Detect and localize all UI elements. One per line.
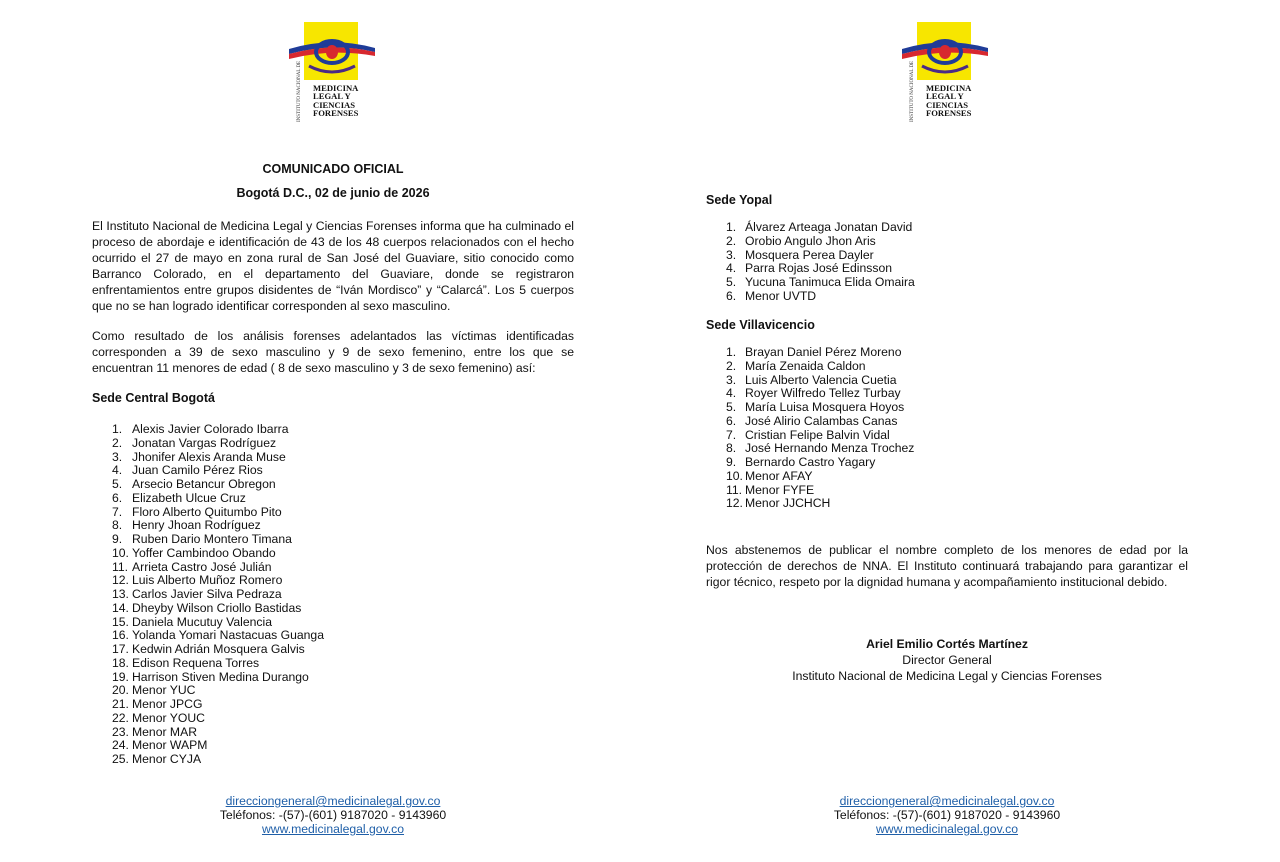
list-item-number: 6. — [112, 490, 123, 505]
list-item-name: Arsecio Betancur Obregon — [132, 477, 276, 491]
list-item-name: Menor FYFE — [745, 482, 815, 497]
phone-numbers: Teléfonos: -(57)-(601) 9187020 - 9143960 — [219, 808, 447, 822]
list-item — [112, 464, 324, 478]
list-item-number: 14. — [112, 600, 129, 615]
logo-vertical-text: INSTITUTO NACIONAL DE — [297, 60, 302, 122]
list-item-number: 8. — [726, 441, 737, 456]
list-item-name: Luis Alberto Valencia Cuetia — [745, 372, 897, 387]
logo-line: CIENCIAS — [926, 99, 969, 110]
list-item-name: Ruben Dario Montero Timana — [132, 532, 292, 546]
list-item — [112, 478, 324, 492]
list-item — [112, 561, 324, 575]
logo-line: LEGAL Y — [926, 91, 964, 102]
list-item-name: Menor YUC — [132, 683, 196, 698]
list-item-name: Brayan Daniel Pérez Moreno — [745, 345, 902, 359]
list-item-number: 4. — [112, 463, 123, 478]
logo-line: FORENSES — [926, 108, 972, 119]
list-item-number: 11. — [112, 559, 129, 574]
list-item — [726, 249, 915, 263]
list-item-name: Arrieta Castro José Julián — [132, 559, 272, 574]
logo-line: LEGAL Y — [313, 91, 351, 102]
list-item — [112, 547, 324, 561]
list-item-number: 12. — [112, 573, 129, 588]
list-item — [726, 497, 914, 511]
list-item-number: 11. — [726, 482, 743, 497]
list-item-name: Yolanda Yomari Nastacuas Guanga — [132, 628, 324, 643]
list-item-name: Kedwin Adrián Mosquera Galvis — [132, 642, 305, 656]
intro-paragraph: El Instituto Nacional de Medicina Legal y Ciencias Forenses informa que ha culminado el proceso de abordaje e identificación de 43 de los 48 cuerpos relacionados con el hecho ocurrido el 27 de mayo en zona rural de San José del Guaviare, sitio conocido como Barranco Colorado, en el departamento del Guaviare, donde se registraron enfrentamientos entre grupos disidentes de “Iván Mordisco” y “Calarcá”. Los 5 cuerpos que no se han logrado identificar corresponden al sexo masculino. — [92, 219, 574, 313]
list-item — [112, 657, 324, 671]
logo-line: MEDICINA — [926, 83, 972, 93]
list-item-number: 17. — [112, 642, 129, 656]
victims-list-bogota — [112, 423, 324, 767]
list-item-name: María Zenaida Caldon — [745, 358, 866, 373]
signer-name: Ariel Emilio Cortés Martínez — [866, 637, 1028, 651]
list-item-name: Carlos Javier Silva Pedraza — [132, 587, 282, 601]
list-item-name: Menor UVTD — [745, 288, 817, 303]
list-item — [112, 574, 324, 588]
list-item — [112, 437, 324, 451]
list-item-name: Menor YOUC — [132, 710, 205, 725]
list-item-name: Henry Jhoan Rodríguez — [132, 518, 261, 533]
list-item — [112, 712, 324, 726]
list-item-name: Menor JPCG — [132, 697, 203, 711]
list-item-name: Royer Wilfredo Tellez Turbay — [745, 386, 901, 401]
list-item-name: Cristian Felipe Balvin Vidal — [745, 427, 890, 442]
results-paragraph: Como resultado de los análisis forenses adelantados las víctimas identificadas corresponden a 39 de sexo masculino y 9 de sexo femenino, entre los que se encuentran 11 menores de edad ( 8 de sexo masculino y 3 de sexo femenino) así: — [92, 329, 574, 375]
list-item-name: Jonatan Vargas Rodríguez — [132, 435, 277, 450]
list-item-number: 3. — [726, 372, 737, 387]
document-date: Bogotá D.C., 02 de junio de 2026 — [236, 186, 430, 200]
list-item-name: Menor WAPM — [132, 738, 208, 753]
minors-notice-paragraph: Nos abstenemos de publicar el nombre completo de los menores de edad por la protección de derechos de NNA. El Instituto continuará trabajando para garantizar el rigor técnico, respeto por la dignidad humana y acompañamiento institucional debido. — [706, 543, 1188, 589]
list-item-name: Daniela Mucutuy Valencia — [132, 614, 273, 629]
list-item — [112, 451, 324, 465]
list-item — [112, 739, 324, 753]
list-item — [112, 698, 324, 712]
list-item — [112, 684, 324, 698]
list-item-name: Bernardo Castro Yagary — [745, 455, 876, 469]
list-item — [726, 456, 914, 470]
list-item-number: 21. — [112, 697, 129, 711]
list-item-name: Elizabeth Ulcue Cruz — [132, 490, 246, 505]
list-item-name: Edison Requena Torres — [132, 655, 260, 670]
phone-numbers: Teléfonos: -(57)-(601) 9187020 - 9143960 — [833, 808, 1061, 822]
list-item — [112, 506, 324, 520]
list-item-number: 1. — [726, 220, 737, 234]
list-item-number: 5. — [112, 477, 123, 491]
list-item — [112, 671, 324, 685]
email-link[interactable]: direcciongeneral@medicinalegal.gov.co — [225, 794, 441, 808]
list-item-number: 5. — [726, 275, 737, 289]
list-item-number: 10. — [726, 468, 743, 483]
list-item — [726, 415, 914, 429]
list-item — [726, 276, 915, 290]
list-item — [726, 221, 915, 235]
list-item — [726, 387, 914, 401]
list-item-number: 6. — [726, 413, 737, 428]
logo-line: FORENSES — [313, 108, 359, 119]
list-item-name: Menor CYJA — [132, 752, 202, 766]
list-item-name: Alexis Javier Colorado Ibarra — [132, 422, 289, 436]
list-item-number: 4. — [726, 261, 737, 276]
list-item-name: Jhonifer Alexis Aranda Muse — [132, 449, 286, 464]
list-item-name: José Alirio Calambas Canas — [745, 413, 898, 428]
signer-organization: Instituto Nacional de Medicina Legal y Ciencias Forenses — [792, 669, 1102, 683]
list-item-number: 16. — [112, 628, 129, 643]
list-item-number: 1. — [112, 422, 123, 436]
email-link[interactable]: direcciongeneral@medicinalegal.gov.co — [839, 794, 1055, 808]
list-item-number: 19. — [112, 669, 129, 684]
list-item — [726, 442, 914, 456]
footer-contact — [706, 794, 1188, 836]
list-item — [726, 429, 914, 443]
list-item-name: Floro Alberto Quitumbo Pito — [132, 504, 282, 519]
list-item-number: 2. — [726, 233, 737, 248]
victims-list-villavicencio — [726, 346, 914, 511]
list-item-number: 12. — [726, 496, 743, 511]
list-item-name: Yucuna Tanimuca Elida Omaira — [745, 275, 915, 289]
list-item — [726, 470, 914, 484]
list-item — [112, 629, 324, 643]
list-item — [112, 616, 324, 630]
website-link[interactable]: www.medicinalegal.gov.co — [875, 822, 1019, 836]
list-item-name: Juan Camilo Pérez Rios — [132, 463, 263, 478]
document-title: COMUNICADO OFICIAL — [262, 162, 404, 176]
list-item-number: 23. — [112, 724, 129, 739]
list-item-number: 13. — [112, 587, 129, 601]
list-item-name: Mosquera Perea Dayler — [745, 247, 874, 262]
list-item-number: 7. — [726, 427, 737, 442]
section-heading-villavicencio: Sede Villavicencio — [706, 318, 815, 332]
list-item — [726, 484, 914, 498]
list-item-name: Luis Alberto Muñoz Romero — [132, 573, 283, 588]
list-item — [726, 290, 915, 304]
logo-wordmark — [926, 84, 971, 118]
list-item-number: 10. — [112, 545, 129, 560]
list-item — [726, 401, 914, 415]
footer-contact — [92, 794, 574, 836]
list-item-number: 25. — [112, 752, 129, 766]
document-page-2 — [640, 0, 1280, 862]
signature-block — [706, 636, 1188, 684]
list-item — [112, 643, 324, 657]
list-item-name: María Luisa Mosquera Hoyos — [745, 400, 905, 414]
list-item-number: 3. — [112, 449, 123, 464]
list-item-number: 1. — [726, 345, 737, 359]
list-item-number: 24. — [112, 738, 129, 753]
logo-vertical-text: INSTITUTO NACIONAL DE — [910, 60, 915, 122]
list-item-number: 3. — [726, 247, 737, 262]
list-item — [112, 588, 324, 602]
website-link[interactable]: www.medicinalegal.gov.co — [261, 822, 405, 836]
institute-logo — [900, 22, 990, 122]
list-item-number: 2. — [112, 435, 123, 450]
section-heading-yopal: Sede Yopal — [706, 193, 773, 207]
list-item-number: 5. — [726, 400, 737, 414]
list-item — [112, 753, 324, 767]
logo-wordmark — [313, 84, 358, 118]
list-item-number: 7. — [112, 504, 123, 519]
section-heading-bogota: Sede Central Bogotá — [92, 391, 215, 405]
list-item-number: 4. — [726, 386, 737, 401]
list-item-name: Parra Rojas José Edinsson — [745, 261, 892, 276]
list-item-number: 20. — [112, 683, 129, 698]
institute-logo — [287, 22, 377, 122]
list-item — [112, 533, 324, 547]
list-item — [726, 360, 914, 374]
signer-role: Director General — [902, 653, 992, 667]
list-item — [112, 519, 324, 533]
list-item-number: 6. — [726, 288, 737, 303]
list-item-name: Álvarez Arteaga Jonatan David — [745, 220, 913, 234]
victims-list-yopal — [726, 221, 915, 304]
list-item — [112, 492, 324, 506]
list-item-number: 2. — [726, 358, 737, 373]
list-item-number: 9. — [726, 455, 737, 469]
list-item-name: Menor MAR — [132, 724, 198, 739]
list-item-name: Menor AFAY — [745, 468, 813, 483]
list-item — [726, 262, 915, 276]
list-item — [112, 423, 324, 437]
list-item — [726, 374, 914, 388]
list-item — [726, 235, 915, 249]
list-item-number: 15. — [112, 614, 129, 629]
list-item — [112, 602, 324, 616]
list-item-name: Orobio Angulo Jhon Aris — [745, 233, 876, 248]
list-item-name: Yoffer Cambindoo Obando — [132, 545, 276, 560]
list-item-number: 8. — [112, 518, 123, 533]
list-item-number: 22. — [112, 710, 129, 725]
list-item-name: Harrison Stiven Medina Durango — [132, 669, 309, 684]
list-item-name: Dheyby Wilson Criollo Bastidas — [132, 600, 302, 615]
logo-line: MEDICINA — [313, 83, 359, 93]
list-item-name: José Hernando Menza Trochez — [745, 441, 915, 456]
logo-line: CIENCIAS — [313, 99, 356, 110]
list-item-number: 9. — [112, 532, 123, 546]
list-item-number: 18. — [112, 655, 129, 670]
list-item — [112, 726, 324, 740]
list-item — [726, 346, 914, 360]
list-item-name: Menor JJCHCH — [745, 496, 831, 511]
